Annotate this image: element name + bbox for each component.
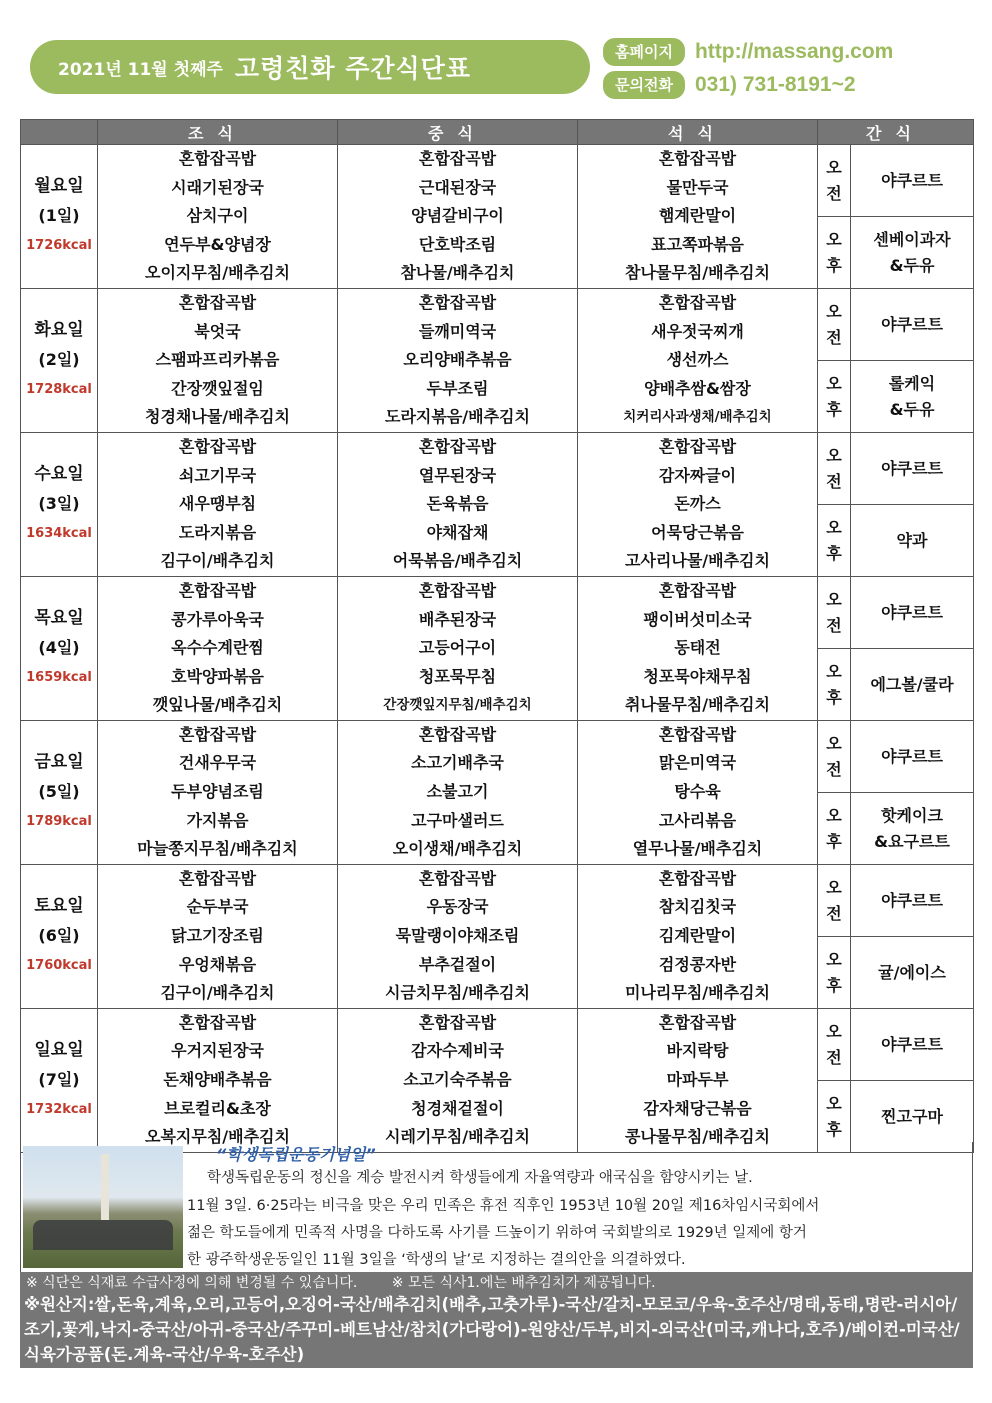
dish-item: 청포묵야채무침 — [643, 666, 752, 686]
am-label — [818, 145, 851, 217]
dish-item: 콩나물무침/배추김치 — [625, 1127, 770, 1147]
weekly-menu-table — [20, 119, 974, 1153]
menu-week-date: 2021년 11월 첫째주 — [58, 59, 223, 80]
am-label — [818, 432, 851, 504]
pm-snack-line: &요구르트 — [874, 831, 950, 851]
am-label-char: 전 — [826, 759, 842, 779]
day-kcal: 1760kcal — [26, 958, 92, 974]
dish-item: 돈육볶음 — [426, 494, 489, 514]
lunch-cell — [338, 576, 578, 720]
pm-label — [818, 505, 851, 576]
dish-item: 오복지무침/배추김치 — [145, 1127, 290, 1147]
breakfast-cell — [98, 576, 338, 720]
am-snack-line: 야쿠르트 — [881, 314, 943, 334]
pm-snack — [851, 937, 974, 1008]
dish-item: 건새우무국 — [178, 753, 257, 773]
dinner-cell — [578, 720, 818, 864]
dish-item: 단호박조림 — [418, 234, 497, 254]
am-snack — [851, 288, 974, 360]
breakfast-cell — [98, 720, 338, 864]
footer-note-2: ※ 모든 식사1.에는 배추김치가 제공됩니다. — [391, 1275, 656, 1291]
pm-label-char: 오 — [826, 229, 842, 249]
lunch-cell — [338, 288, 578, 432]
dish-item: 탕수육 — [674, 782, 721, 802]
breakfast-cell — [98, 864, 338, 1008]
table-header-row — [21, 120, 974, 145]
am-snack-line: 야쿠르트 — [881, 458, 943, 478]
lunch-cell — [338, 720, 578, 864]
am-label — [818, 288, 851, 360]
page-title: 고령친화 주간식단표 — [234, 54, 471, 83]
day-row — [21, 145, 974, 217]
dish-item: 혼합잡곡밥 — [178, 1012, 257, 1032]
day-kcal: 1726kcal — [26, 238, 92, 254]
pm-label-char: 오 — [826, 517, 842, 537]
pm-label-char: 후 — [826, 687, 842, 707]
dish-item: 혼합잡곡밥 — [658, 580, 737, 600]
dish-item: 취나물무침/배추김치 — [625, 695, 770, 715]
am-snack-line: 야쿠르트 — [881, 746, 943, 766]
dish-item: 혼합잡곡밥 — [178, 868, 257, 888]
dish-item: 혼합잡곡밥 — [658, 868, 737, 888]
pm-snack-line: 귤/에이스 — [878, 962, 946, 982]
breakfast-cell — [98, 1008, 338, 1152]
day-cell — [21, 576, 98, 720]
dish-item: 감자채당근볶음 — [643, 1098, 752, 1118]
day-date: (5일) — [38, 782, 80, 802]
header-lunch: 중식 — [338, 120, 578, 145]
dish-item: 두부조림 — [426, 378, 489, 398]
am-snack — [851, 145, 974, 217]
day-name: 월요일 — [34, 176, 84, 197]
dish-item: 도라지볶음/배추김치 — [385, 407, 530, 427]
day-row — [21, 576, 974, 648]
header-breakfast: 조식 — [98, 120, 338, 145]
dish-item: 혼합잡곡밥 — [418, 724, 497, 744]
pm-snack-line: 핫케이크 — [881, 805, 943, 825]
dish-item: 혼합잡곡밥 — [178, 580, 257, 600]
am-snack — [851, 432, 974, 504]
day-date: (4일) — [38, 638, 80, 658]
dish-item: 도라지볶음 — [178, 522, 257, 542]
day-name: 목요일 — [34, 608, 84, 629]
dish-item: 우거지된장국 — [171, 1041, 264, 1061]
am-label-char: 오 — [826, 877, 842, 897]
notice-line: 11월 3일. 6·25라는 비극을 맞은 우리 민족은 휴전 직후인 1953년 10월 20일 제16차임시국회에서 — [187, 1198, 820, 1214]
dish-item: 고사리볶음 — [658, 810, 737, 830]
header — [0, 0, 992, 110]
notice-box — [20, 1142, 973, 1273]
pm-label — [818, 217, 851, 288]
homepage-link[interactable]: http://massang.com — [694, 40, 894, 63]
dish-item: 김구이/배추김치 — [160, 551, 275, 571]
day-kcal: 1634kcal — [26, 526, 92, 542]
homepage-label: 홈페이지 — [603, 38, 685, 66]
day-kcal: 1728kcal — [26, 382, 92, 398]
breakfast-cell — [98, 432, 338, 576]
day-date: (1일) — [38, 206, 80, 226]
lunch-cell — [338, 145, 578, 289]
pm-label-char: 후 — [826, 831, 842, 851]
dish-item: 감자수제비국 — [411, 1041, 504, 1061]
title-banner — [30, 40, 590, 94]
dish-item: 간장깻잎절임 — [171, 378, 264, 398]
dish-item: 순두부국 — [186, 897, 249, 917]
dish-item: 시래기된장국 — [171, 177, 264, 197]
day-cell — [21, 145, 98, 289]
day-name: 일요일 — [34, 1040, 84, 1061]
pm-label-char: 오 — [826, 805, 842, 825]
origin-info: ※원산지:쌀,돈육,계육,오리,고등어,오징어-국산/배추김치(배추,고춧가루)-국산/갈치-모로코/우육-호주산/명태,동태,명란-러시아/조기,꽃게,낙지-중국산/아귀-중국산/주꾸미-베트남산/참치(가다랑어)-원양산/두부,비지-외국산(미국,캐나다,호주)/베이컨-미국산/식육가공품(돈.계육-국산/우육-호주산) — [24, 1295, 960, 1364]
day-kcal: 1659kcal — [26, 670, 92, 686]
footer-note-1: ※ 식단은 식재료 수급사정에 의해 변경될 수 있습니다. — [26, 1275, 358, 1291]
memorial-photo — [23, 1146, 183, 1268]
dish-item: 오리양배추볶음 — [403, 350, 512, 370]
dish-item: 오이지무침/배추김치 — [145, 263, 290, 283]
am-snack — [851, 576, 974, 648]
header-day — [21, 120, 98, 145]
dish-item: 감자짜글이 — [658, 465, 737, 485]
am-label-char: 오 — [826, 1021, 842, 1041]
am-label-char: 오 — [826, 445, 842, 465]
day-cell — [21, 720, 98, 864]
am-snack-line: 야쿠르트 — [881, 602, 943, 622]
dish-item: 치커리사과생채/배추김치 — [623, 409, 772, 426]
pm-label — [818, 649, 851, 720]
dish-item: 돈까스 — [674, 494, 721, 514]
pm-label-char: 후 — [826, 543, 842, 563]
am-label-char: 전 — [826, 183, 842, 203]
footer — [20, 1272, 973, 1368]
dish-item: 소불고기 — [426, 782, 489, 802]
dish-item: 바지락탕 — [666, 1041, 729, 1061]
day-date: (6일) — [38, 926, 80, 946]
footer-notes — [26, 1272, 686, 1292]
dish-item: 혼합잡곡밥 — [658, 724, 737, 744]
dish-item: 시레기무침/배추김치 — [385, 1127, 530, 1147]
phone-label: 문의전화 — [603, 71, 685, 99]
dish-item: 들깨미역국 — [418, 321, 497, 341]
pm-snack-line: &두유 — [889, 255, 935, 275]
pm-snack-line: 에그볼/쿨라 — [870, 674, 954, 694]
pm-label — [818, 793, 851, 864]
dish-item: 팽이버섯미소국 — [643, 609, 752, 629]
day-cell — [21, 432, 98, 576]
lunch-cell — [338, 864, 578, 1008]
dish-item: 새우땡부침 — [178, 494, 257, 514]
am-label-char: 오 — [826, 589, 842, 609]
dish-item: 마늘쫑지무침/배추김치 — [137, 839, 298, 859]
dish-item: 혼합잡곡밥 — [418, 868, 497, 888]
pm-snack — [851, 361, 974, 432]
dish-item: 쇠고기무국 — [178, 465, 257, 485]
notice-line: 학생독립운동의 정신을 계승 발전시켜 학생들에게 자율역량과 애국심을 함양시키는 날. — [207, 1170, 753, 1186]
pm-label-char: 오 — [826, 373, 842, 393]
am-label-char: 오 — [826, 301, 842, 321]
dish-item: 혼합잡곡밥 — [418, 1012, 497, 1032]
dish-item: 두부양념조림 — [171, 782, 264, 802]
dish-item: 마파두부 — [666, 1070, 729, 1089]
dish-item: 묵말랭이야채조림 — [395, 926, 520, 946]
dish-item: 혼합잡곡밥 — [178, 149, 257, 168]
day-name: 금요일 — [34, 752, 84, 773]
dish-item: 열무나물/배추김치 — [632, 839, 763, 859]
dish-item: 참나물무침/배추김치 — [625, 263, 770, 283]
day-row — [21, 288, 974, 360]
pm-snack — [851, 649, 974, 720]
am-label-char: 오 — [826, 733, 842, 753]
dish-item: 옥수수계란찜 — [171, 638, 264, 658]
breakfast-cell — [98, 145, 338, 289]
dish-item: 브로컬리&초장 — [164, 1098, 271, 1118]
dinner-cell — [578, 432, 818, 576]
header-snack: 간식 — [818, 120, 974, 145]
am-snack-line: 야쿠르트 — [881, 170, 943, 190]
notice-title: “학생독립운동기념일” — [216, 1145, 376, 1164]
dish-item: 가지볶음 — [186, 810, 249, 830]
homepage-row — [603, 38, 893, 66]
pm-label-char: 오 — [826, 661, 842, 681]
dish-item: 고구마샐러드 — [411, 810, 504, 830]
dish-item: 야채잡채 — [426, 522, 489, 542]
day-row — [21, 864, 974, 936]
am-label-char: 전 — [826, 471, 842, 491]
dish-item: 동태전 — [674, 638, 721, 658]
pm-snack-line: 센베이과자 — [873, 229, 951, 249]
day-cell — [21, 288, 98, 432]
dish-item: 혼합잡곡밥 — [658, 436, 737, 456]
dish-item: 김구이/배추김치 — [160, 983, 275, 1003]
am-label — [818, 1008, 851, 1080]
day-row — [21, 1008, 974, 1080]
dish-item: 혼합잡곡밥 — [418, 580, 497, 600]
day-row — [21, 720, 974, 792]
pm-snack-line: &두유 — [889, 399, 935, 419]
day-cell — [21, 864, 98, 1008]
dish-item: 검정콩자반 — [658, 954, 737, 974]
am-label — [818, 720, 851, 792]
dish-item: 물만두국 — [666, 177, 729, 197]
dish-item: 혼합잡곡밥 — [178, 292, 257, 312]
day-name: 화요일 — [34, 320, 84, 341]
dish-item: 혼합잡곡밥 — [658, 292, 737, 312]
am-label-char: 전 — [826, 1047, 842, 1067]
dinner-cell — [578, 864, 818, 1008]
lunch-cell — [338, 1008, 578, 1152]
dish-item: 새우젓국찌개 — [651, 321, 744, 341]
notice-line: 젊은 학도들에게 민족적 사명을 다하도록 사기를 드높이기 위하여 국회발의로 1929년 일제에 항거 — [187, 1225, 807, 1241]
dish-item: 북엇국 — [194, 321, 241, 341]
dish-item: 햄계란말이 — [658, 206, 737, 226]
dish-item: 배추된장국 — [418, 609, 497, 629]
dish-item: 청포묵무침 — [418, 666, 497, 686]
pm-snack — [851, 793, 974, 864]
dish-item: 열무된장국 — [418, 465, 497, 485]
dish-item: 삼치구이 — [186, 206, 249, 226]
pm-label-char: 후 — [826, 1119, 842, 1139]
dish-item: 청경채겉절이 — [411, 1098, 504, 1118]
dish-item: 어묵볶음/배추김치 — [392, 551, 523, 571]
pm-snack-line: 약과 — [896, 530, 928, 550]
day-cell — [21, 1008, 98, 1152]
pm-label — [818, 361, 851, 432]
dish-item: 닭고기장조림 — [171, 926, 264, 946]
dish-item: 근대된장국 — [418, 177, 497, 197]
am-label-char: 전 — [826, 903, 842, 923]
dish-item: 연두부&양념장 — [164, 234, 271, 254]
am-label — [818, 576, 851, 648]
phone-row — [603, 71, 856, 99]
dish-item: 혼합잡곡밥 — [418, 436, 497, 456]
dinner-cell — [578, 288, 818, 432]
dish-item: 간장깻잎지무침/배추김치 — [383, 697, 532, 714]
pm-snack — [851, 505, 974, 576]
notice-line: 한 광주학생운동일인 11월 3일을 ‘학생의 날’로 지정하는 결의안을 의결하였다. — [187, 1252, 686, 1268]
dinner-cell — [578, 1008, 818, 1152]
dish-item: 미나리무침/배추김치 — [625, 983, 770, 1003]
dish-item: 참나물/배추김치 — [400, 263, 515, 283]
pm-snack-line: 찐고구마 — [881, 1106, 943, 1126]
lunch-cell — [338, 432, 578, 576]
dish-item: 참치김칫국 — [658, 897, 737, 917]
am-snack-line: 야쿠르트 — [881, 1034, 943, 1054]
day-name: 토요일 — [34, 896, 84, 917]
am-snack — [851, 1008, 974, 1080]
dish-item: 소고기배추국 — [411, 753, 504, 773]
dish-item: 혼합잡곡밥 — [658, 1012, 737, 1032]
dish-item: 소고기숙주볶음 — [403, 1070, 512, 1089]
dish-item: 우엉채볶음 — [178, 954, 257, 974]
day-name: 수요일 — [34, 464, 84, 485]
am-label — [818, 864, 851, 936]
dish-item: 혼합잡곡밥 — [178, 436, 257, 456]
am-snack — [851, 720, 974, 792]
dish-item: 청경채나물/배추김치 — [145, 407, 290, 427]
am-label-char: 전 — [826, 327, 842, 347]
day-date: (7일) — [38, 1070, 80, 1090]
pm-label-char: 오 — [826, 1093, 842, 1113]
am-label-char: 전 — [826, 615, 842, 635]
pm-label-char: 오 — [826, 949, 842, 969]
pm-label-char: 후 — [826, 399, 842, 419]
dish-item: 양념갈비구이 — [411, 206, 504, 226]
dinner-cell — [578, 576, 818, 720]
breakfast-cell — [98, 288, 338, 432]
pm-label-char: 후 — [826, 255, 842, 275]
dish-item: 표고쪽파볶음 — [651, 234, 744, 254]
dish-item: 김계란말이 — [658, 926, 737, 946]
dish-item: 스팸파프리카볶음 — [155, 350, 280, 370]
dish-item: 혼합잡곡밥 — [418, 292, 497, 312]
dish-item: 콩가루아욱국 — [171, 609, 264, 629]
dish-item: 부추겉절이 — [418, 954, 497, 974]
dish-item: 혼합잡곡밥 — [178, 724, 257, 744]
am-snack-line: 야쿠르트 — [881, 890, 943, 910]
dish-item: 고사리나물/배추김치 — [625, 551, 770, 571]
pm-label — [818, 937, 851, 1008]
day-row — [21, 432, 974, 504]
pm-label-char: 후 — [826, 975, 842, 995]
dish-item: 우동장국 — [426, 897, 489, 917]
dish-item: 어묵당근볶음 — [651, 522, 744, 542]
dish-item: 돈채양배추볶음 — [163, 1070, 272, 1089]
pm-snack-line: 롤케익 — [888, 373, 936, 393]
dish-item: 호박양파볶음 — [171, 666, 264, 686]
dish-item: 맑은미역국 — [658, 753, 737, 773]
am-label-char: 오 — [826, 157, 842, 177]
pm-snack — [851, 217, 974, 288]
day-date: (3일) — [38, 494, 80, 514]
day-kcal: 1789kcal — [26, 814, 92, 830]
dish-item: 혼합잡곡밥 — [418, 149, 497, 168]
dish-item: 양배추쌈&쌈장 — [644, 378, 751, 398]
dish-item: 시금치무침/배추김치 — [385, 983, 530, 1003]
dish-item: 깻잎나물/배추김치 — [152, 695, 283, 715]
day-date: (2일) — [38, 350, 80, 370]
dinner-cell — [578, 145, 818, 289]
dish-item: 고등어구이 — [418, 638, 497, 658]
day-kcal: 1732kcal — [26, 1102, 92, 1118]
phone-number: 031) 731-8191~2 — [694, 73, 856, 96]
dish-item: 오이생채/배추김치 — [392, 839, 523, 859]
am-snack — [851, 864, 974, 936]
dish-item: 혼합잡곡밥 — [658, 149, 737, 168]
header-dinner: 석식 — [578, 120, 818, 145]
dish-item: 생선까스 — [666, 350, 729, 370]
